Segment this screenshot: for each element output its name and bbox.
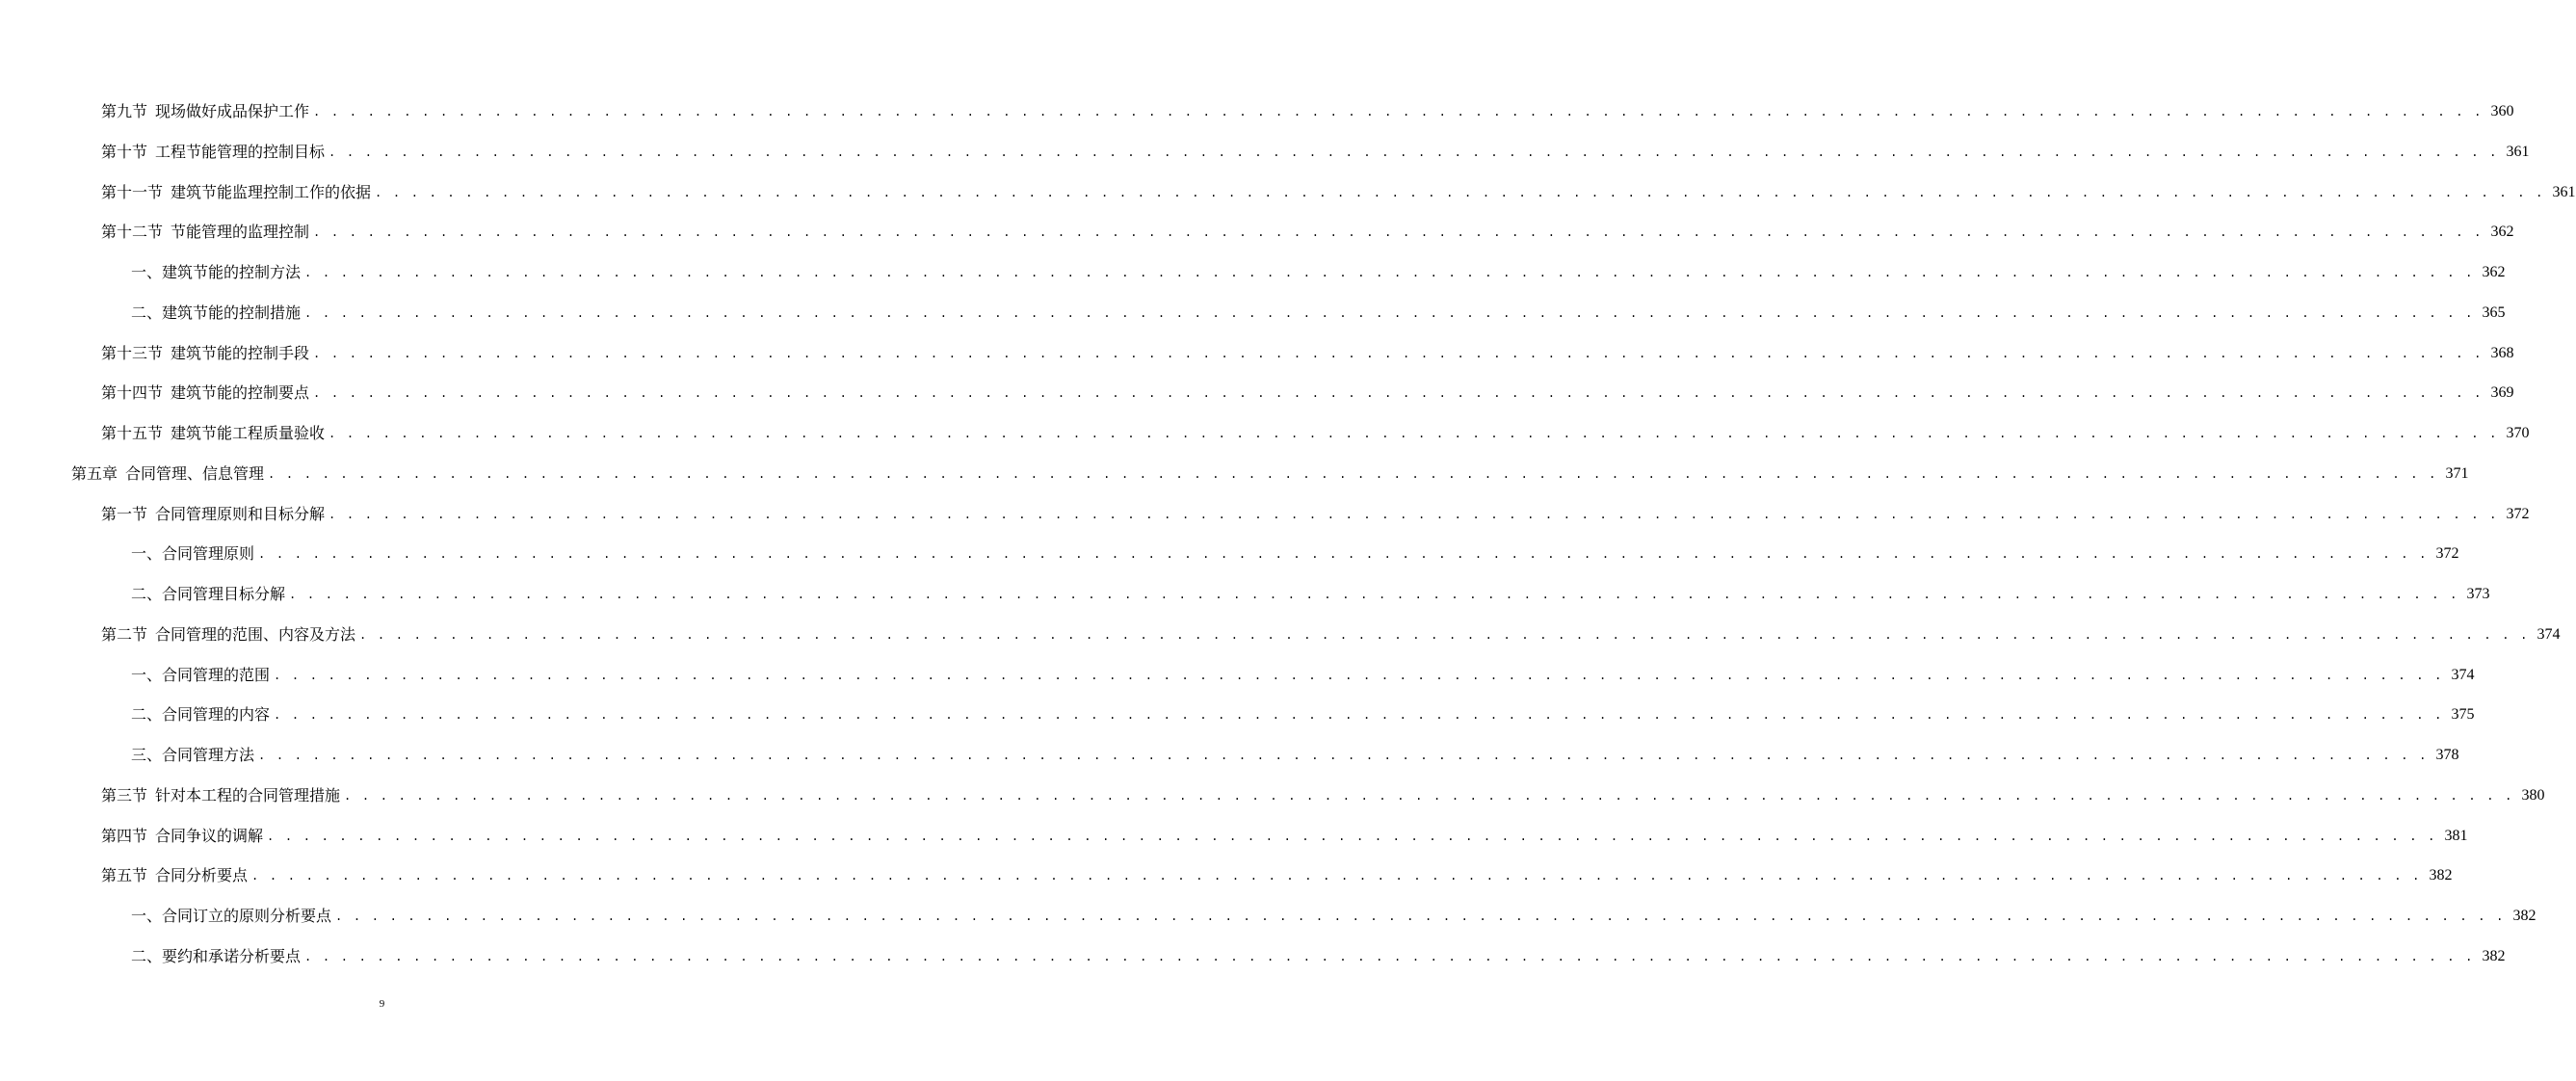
toc-entry[interactable] — [131, 252, 2506, 293]
toc-leader-dots: . . . . . . . . . . . . . . . . . . . . . . . . . . . . . . . . . . . . . . . . . . . . . . . . . . . . . . . . . . . . . . . . . . . . . . . . . . . . . . . . . . . . . . . . . . . . . . . . . . . . . . . . . . . . . . . . . . . . . . . . — [359, 627, 2530, 642]
toc-leader-dots: . . . . . . . . . . . . . . . . . . . . . . . . . . . . . . . . . . . . . . . . . . . . . . . . . . . . . . . . . . . . . . . . . . . . . . . . . . . . . . . . . . . . . . . . . . . . . . . . . . . . . . . . . . . . . . . . . . . . . . . . — [329, 507, 2499, 521]
toc-entry-label — [101, 505, 325, 524]
toc-entry-title: 合同分析要点 — [155, 866, 249, 885]
toc-entry-title: 合同管理的范围、内容及方法 — [155, 624, 356, 644]
toc-entry[interactable] — [131, 896, 2537, 936]
toc-entry[interactable] — [131, 293, 2506, 333]
toc-entry-number: 第一节 — [101, 504, 148, 523]
toc-entry-title: 针对本工程的合同管理措施 — [155, 785, 341, 804]
toc-entry-page: 378 — [2435, 747, 2459, 763]
toc-entry-label — [131, 544, 254, 564]
toc-leader-dots: . . . . . . . . . . . . . . . . . . . . . . . . . . . . . . . . . . . . . . . . . . . . . . . . . . . . . . . . . . . . . . . . . . . . . . . . . . . . . . . . . . . . . . . . . . . . . . . . . . . . . . . . . . . . . . . . . . . . . . . . — [274, 668, 2444, 682]
toc-entry-page: 374 — [2451, 666, 2475, 683]
toc-entry-title: 节能管理的监理控制 — [171, 223, 310, 242]
toc-leader-dots: . . . . . . . . . . . . . . . . . . . . . . . . . . . . . . . . . . . . . . . . . . . . . . . . . . . . . . . . . . . . . . . . . . . . . . . . . . . . . . . . . . . . . . . . . . . . . . . . . . . . . . . . . . . . . . . . . . . . . . . . — [258, 547, 2429, 562]
toc-entry[interactable] — [131, 574, 2490, 615]
toc-entry-page: 361 — [2552, 183, 2576, 200]
toc-entry-label — [131, 705, 270, 725]
toc-entry-title: 一、合同管理的范围 — [131, 665, 271, 684]
toc-entry-label — [101, 383, 309, 403]
toc-entry[interactable] — [101, 333, 2514, 374]
toc-entry-number: 第二节 — [101, 624, 148, 644]
toc-entry[interactable] — [71, 454, 2469, 494]
page-number: 9 — [379, 998, 385, 1010]
toc-leader-dots: . . . . . . . . . . . . . . . . . . . . . . . . . . . . . . . . . . . . . . . . . . . . . . . . . . . . . . . . . . . . . . . . . . . . . . . . . . . . . . . . . . . . . . . . . . . . . . . . . . . . . . . . . . . . . . . . . . . . . . . . — [375, 185, 2545, 199]
toc-entry[interactable] — [101, 373, 2514, 413]
toc-entry-number: 第十节 — [101, 142, 148, 161]
toc-entry-page: 360 — [2490, 103, 2514, 119]
toc-leader-dots: . . . . . . . . . . . . . . . . . . . . . . . . . . . . . . . . . . . . . . . . . . . . . . . . . . . . . . . . . . . . . . . . . . . . . . . . . . . . . . . . . . . . . . . . . . . . . . . . . . . . . . . . . . . . . . . . . . . . . . . . — [258, 749, 2429, 762]
toc-entry-number: 第十四节 — [101, 383, 164, 403]
toc-entry-number: 第五节 — [101, 866, 148, 885]
toc-entry-title: 一、建筑节能的控制方法 — [131, 263, 302, 281]
toc-entry-page: 382 — [2482, 947, 2506, 964]
toc-entry-label — [101, 827, 263, 846]
toc-entry-page: 368 — [2490, 344, 2514, 361]
toc-entry-label — [131, 746, 254, 765]
toc-leader-dots: . . . . . . . . . . . . . . . . . . . . . . . . . . . . . . . . . . . . . . . . . . . . . . . . . . . . . . . . . . . . . . . . . . . . . . . . . . . . . . . . . . . . . . . . . . . . . . . . . . . . . . . . . . . . . . . . . . . . . . . . — [313, 346, 2484, 360]
toc-entry-title: 三、合同管理方法 — [131, 746, 255, 764]
toc-entry-page: 372 — [2435, 545, 2459, 563]
toc-leader-dots: . . . . . . . . . . . . . . . . . . . . . . . . . . . . . . . . . . . . . . . . . . . . . . . . . . . . . . . . . . . . . . . . . . . . . . . . . . . . . . . . . . . . . . . . . . . . . . . . . . . . . . . . . . . . . . . . . . . . . . . . — [329, 145, 2499, 159]
toc-entry-title: 合同管理、信息管理 — [125, 463, 265, 483]
toc-entry-page: 365 — [2482, 303, 2506, 321]
toc-entry-title: 合同管理原则和目标分解 — [155, 504, 326, 523]
toc-entry-title: 二、要约和承诺分析要点 — [131, 946, 302, 965]
toc-entry[interactable] — [131, 534, 2459, 574]
toc-leader-dots: . . . . . . . . . . . . . . . . . . . . . . . . . . . . . . . . . . . . . . . . . . . . . . . . . . . . . . . . . . . . . . . . . . . . . . . . . . . . . . . . . . . . . . . . . . . . . . . . . . . . . . . . . . . . . . . . . . . . . . . . — [313, 225, 2484, 240]
toc-entry-number: 第十二节 — [101, 223, 164, 242]
toc-leader-dots: . . . . . . . . . . . . . . . . . . . . . . . . . . . . . . . . . . . . . . . . . . . . . . . . . . . . . . . . . . . . . . . . . . . . . . . . . . . . . . . . . . . . . . . . . . . . . . . . . . . . . . . . . . . . . . . . . . . . . . . . — [274, 708, 2444, 723]
toc-entry-page: 374 — [2537, 625, 2561, 643]
toc-entry-number: 第五章 — [71, 463, 118, 483]
toc-entry-label — [101, 625, 355, 645]
toc-leader-dots: . . . . . . . . . . . . . . . . . . . . . . . . . . . . . . . . . . . . . . . . . . . . . . . . . . . . . . . . . . . . . . . . . . . . . . . . . . . . . . . . . . . . . . . . . . . . . . . . . . . . . . . . . . . . . . . . . . . . . . . . — [304, 266, 2475, 279]
toc-entry-label — [101, 786, 340, 805]
toc-leader-dots: . . . . . . . . . . . . . . . . . . . . . . . . . . . . . . . . . . . . . . . . . . . . . . . . . . . . . . . . . . . . . . . . . . . . . . . . . . . . . . . . . . . . . . . . . . . . . . . . . . . . . . . . . . . . . . . . . . . . . . . . — [344, 788, 2514, 803]
toc-entry[interactable] — [131, 936, 2506, 977]
toc-entry-page: 375 — [2451, 706, 2475, 724]
toc-entry-page: 382 — [2429, 867, 2453, 884]
toc-entry-label — [101, 102, 309, 121]
toc-entry-title: 一、合同管理原则 — [131, 544, 255, 564]
toc-leader-dots: . . . . . . . . . . . . . . . . . . . . . . . . . . . . . . . . . . . . . . . . . . . . . . . . . . . . . . . . . . . . . . . . . . . . . . . . . . . . . . . . . . . . . . . . . . . . . . . . . . . . . . . . . . . . . . . . . . . . . . . . — [335, 910, 2506, 923]
toc-entry[interactable] — [101, 856, 2453, 896]
toc-entry-label — [101, 223, 309, 242]
toc-entry-label — [101, 344, 309, 363]
toc-entry[interactable] — [131, 695, 2475, 735]
toc-entry-label — [131, 303, 301, 323]
toc-leader-dots: . . . . . . . . . . . . . . . . . . . . . . . . . . . . . . . . . . . . . . . . . . . . . . . . . . . . . . . . . . . . . . . . . . . . . . . . . . . . . . . . . . . . . . . . . . . . . . . . . . . . . . . . . . . . . . . . . . . . . . . . — [267, 829, 2437, 843]
toc-entry-number: 第十三节 — [101, 343, 164, 362]
toc-entry-title: 建筑节能工程质量验收 — [171, 424, 326, 442]
toc-entry-page: 372 — [2506, 505, 2530, 522]
toc-entry-label — [131, 585, 285, 604]
toc-leader-dots: . . . . . . . . . . . . . . . . . . . . . . . . . . . . . . . . . . . . . . . . . . . . . . . . . . . . . . . . . . . . . . . . . . . . . . . . . . . . . . . . . . . . . . . . . . . . . . . . . . . . . . . . . . . . . . . . . . . . . . . . — [313, 105, 2484, 119]
toc-entry[interactable] — [101, 413, 2530, 454]
toc-entry-label — [101, 143, 325, 162]
toc-entry-label — [101, 866, 248, 885]
toc-leader-dots: . . . . . . . . . . . . . . . . . . . . . . . . . . . . . . . . . . . . . . . . . . . . . . . . . . . . . . . . . . . . . . . . . . . . . . . . . . . . . . . . . . . . . . . . . . . . . . . . . . . . . . . . . . . . . . . . . . . . . . . . — [268, 466, 2438, 481]
toc-entry-page: 369 — [2490, 384, 2514, 402]
toc-entry[interactable] — [101, 494, 2530, 535]
toc-entry-label — [131, 666, 270, 685]
toc-entry-title: 建筑节能的控制手段 — [171, 343, 310, 362]
toc-entry[interactable] — [101, 132, 2530, 172]
toc-entry[interactable] — [101, 615, 2561, 655]
toc-leader-dots: . . . . . . . . . . . . . . . . . . . . . . . . . . . . . . . . . . . . . . . . . . . . . . . . . . . . . . . . . . . . . . . . . . . . . . . . . . . . . . . . . . . . . . . . . . . . . . . . . . . . . . . . . . . . . . . . . . . . . . . . — [313, 386, 2484, 401]
toc-entry-page: 370 — [2506, 425, 2530, 441]
toc-entry-label — [101, 424, 325, 443]
toc-entry-number: 第十五节 — [101, 424, 164, 442]
toc-entry-page: 361 — [2506, 143, 2530, 160]
toc-entry[interactable] — [101, 172, 2576, 213]
toc-entry-title: 现场做好成品保护工作 — [155, 102, 310, 120]
toc-leader-dots: . . . . . . . . . . . . . . . . . . . . . . . . . . . . . . . . . . . . . . . . . . . . . . . . . . . . . . . . . . . . . . . . . . . . . . . . . . . . . . . . . . . . . . . . . . . . . . . . . . . . . . . . . . . . . . . . . . . . . . . . — [304, 305, 2475, 320]
toc-leader-dots: . . . . . . . . . . . . . . . . . . . . . . . . . . . . . . . . . . . . . . . . . . . . . . . . . . . . . . . . . . . . . . . . . . . . . . . . . . . . . . . . . . . . . . . . . . . . . . . . . . . . . . . . . . . . . . . . . . . . . . . . — [251, 869, 2422, 883]
toc-entry-page: 373 — [2466, 586, 2490, 602]
toc-entry-title: 二、建筑节能的控制措施 — [131, 303, 302, 322]
toc-entry-number: 第九节 — [101, 102, 148, 120]
toc-leader-dots: . . . . . . . . . . . . . . . . . . . . . . . . . . . . . . . . . . . . . . . . . . . . . . . . . . . . . . . . . . . . . . . . . . . . . . . . . . . . . . . . . . . . . . . . . . . . . . . . . . . . . . . . . . . . . . . . . . . . . . . . — [304, 949, 2475, 963]
toc-entry[interactable] — [101, 816, 2468, 857]
toc-entry[interactable] — [101, 92, 2514, 132]
toc-entry-label — [71, 464, 264, 484]
toc-entry-page: 362 — [2490, 224, 2514, 241]
toc-entry-title: 合同争议的调解 — [155, 826, 264, 845]
toc-entry-title: 建筑节能的控制要点 — [171, 383, 310, 403]
toc-leader-dots: . . . . . . . . . . . . . . . . . . . . . . . . . . . . . . . . . . . . . . . . . . . . . . . . . . . . . . . . . . . . . . . . . . . . . . . . . . . . . . . . . . . . . . . . . . . . . . . . . . . . . . . . . . . . . . . . . . . . . . . . — [289, 588, 2459, 601]
toc-entry-title: 二、合同管理的内容 — [131, 705, 271, 725]
toc-entry-title: 建筑节能监理控制工作的依据 — [171, 182, 372, 201]
toc-entry-label — [131, 947, 301, 966]
toc-entry-page: 381 — [2444, 827, 2468, 844]
toc-entry-number: 第四节 — [101, 826, 148, 845]
toc-entry-label — [101, 183, 371, 202]
toc-entry-number: 第三节 — [101, 785, 148, 804]
toc-entry[interactable] — [101, 212, 2514, 252]
toc-entry-title: 工程节能管理的控制目标 — [155, 142, 326, 161]
toc-entry-title: 一、合同订立的原则分析要点 — [131, 907, 332, 925]
toc-entry-label — [131, 263, 301, 282]
toc-entry-page: 362 — [2482, 264, 2506, 280]
toc-leader-dots: . . . . . . . . . . . . . . . . . . . . . . . . . . . . . . . . . . . . . . . . . . . . . . . . . . . . . . . . . . . . . . . . . . . . . . . . . . . . . . . . . . . . . . . . . . . . . . . . . . . . . . . . . . . . . . . . . . . . . . . . — [329, 427, 2499, 440]
toc-entry[interactable] — [131, 655, 2475, 696]
toc-entry-title: 二、合同管理目标分解 — [131, 585, 286, 603]
toc-entry-number: 第十一节 — [101, 182, 164, 201]
toc-entry[interactable] — [131, 735, 2459, 776]
toc-entry-label — [131, 907, 331, 926]
toc-entry-page: 382 — [2512, 908, 2537, 924]
toc-entry[interactable] — [101, 776, 2545, 816]
toc-entry-page: 380 — [2521, 786, 2545, 804]
toc-entry-page: 371 — [2445, 464, 2469, 482]
